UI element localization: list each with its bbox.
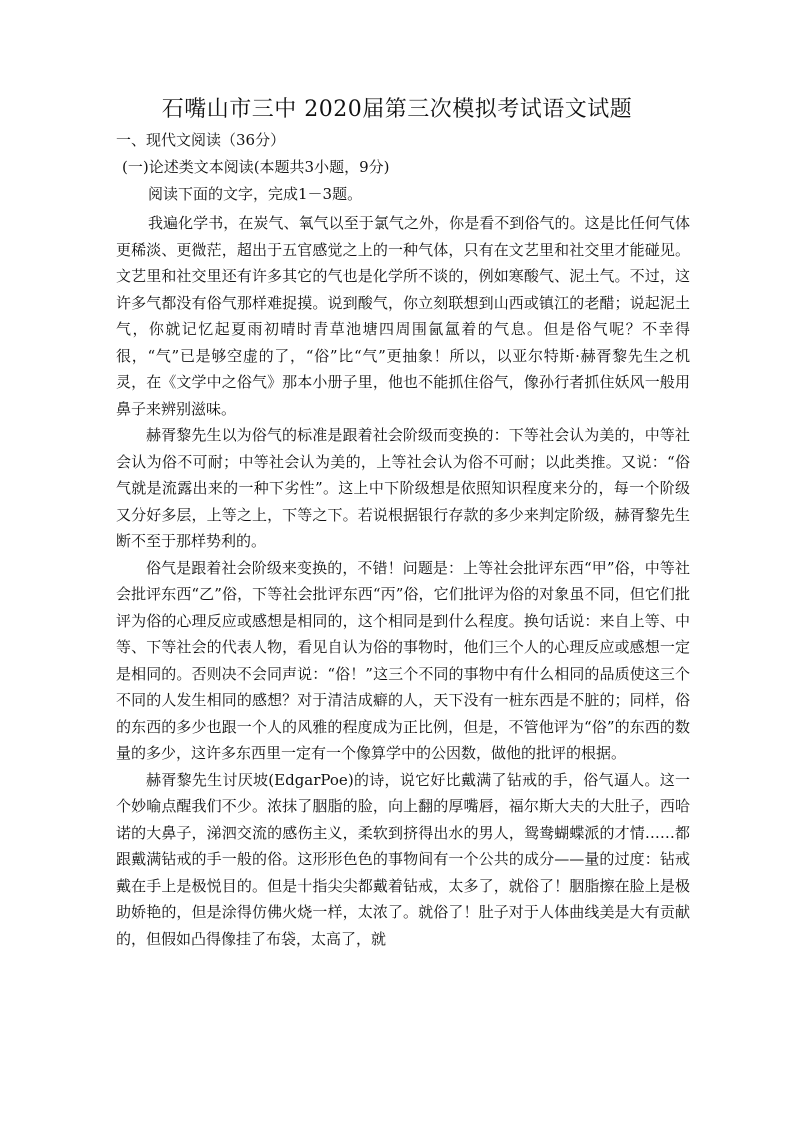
passage-paragraph: 我遍化学书，在炭气、氧气以至于氯气之外，你是看不到俗气的。这是比任何气体更稀淡、更微茫，超出于五官感觉之上的一种气体，只有在文艺里和社交里才能碰见。文艺里和社交里还有许多其它的气也是化学所不谈的，例如寒酸气、泥土气。不过，这许多气都没有俗气那样难捉摸。说到酸气，你立刻联想到山西或镇江的老醋；说起泥土气，你就记忆起夏雨初晴时青草池塘四周围氤氲着的气息。但是俗气呢？不幸得很，“气”已是够空虚的了，“俗”比“气”更抽象！所以，以亚尔特斯·赫胥黎先生之机灵，在《文学中之俗气》那本小册子里，他也不能抓住俗气，像孙行者抓住妖风一般用鼻子来辨别滋味。 [116,214,690,418]
passage-paragraph: 赫胥黎先生讨厌坡(EdgarPoe)的诗，说它好比戴满了钻戒的手，俗气逼人。这一个妙喻点醒我们不少。浓抹了胭脂的脸，向上翻的厚嘴唇，福尔斯大夫的大肚子，西哈诺的大鼻子，涕泗交流的感伤主义，柔软到挤得出水的男人，鸳鸯蝴蝶派的才情……都跟戴满钻戒的手一般的俗。这形形色色的事物间有一个公共的成分——量的过度：钻戒戴在手上是极悦目的。但是十指尖尖都戴着钻戒，太多了，就俗了！胭脂擦在脸上是极助娇艳的，但是涂得仿佛火烧一样，太浓了。就俗了！肚子对于人体曲线美是大有贡献的，但假如凸得像挂了布袋，太高了，就 [116,770,690,948]
passage-paragraph: 俗气是跟着社会阶级来变换的，不错！问题是：上等社会批评东西“甲”俗，中等社会批评东西“乙”俗，下等社会批评东西“丙”俗，它们批评为俗的对象虽不同，但它们批评为俗的心理反应或感想是相同的，这个相同是到什么程度。换句话说：来自上等、中等、下等社会的代表人物，看见自认为俗的事物时，他们三个人的心理反应或感想一定是相同的。否则决不会同声说：“俗！”这三个不同的事物中有什么相同的品质使这三个不同的人发生相同的感想？对于清洁成癖的人，天下没有一桩东西是不脏的；同样，俗的东西的多少也跟一个人的风雅的程度成为正比例，但是，不管他评为“俗”的东西的数量的多少，这许多东西里一定有一个像算学中的公因数，做他的批评的根据。 [116,558,690,762]
section-heading: 一、现代文阅读（36分） [116,131,286,149]
subsection-heading: (一)论述类文本阅读(本题共3小题，9分) [122,158,390,176]
passage-paragraph: 赫胥黎先生以为俗气的标准是跟着社会阶级而变换的：下等社会认为美的，中等社会认为俗不可耐；中等社会认为美的，上等社会认为俗不可耐；以此类推。又说：“俗气就是流露出来的一种下劣性”。这上中下阶级想是依照知识程度来分的，每一个阶级又分好多层，上等之上，下等之下。若说根据银行存款的多少来判定阶级，赫胥黎先生断不至于那样势利的。 [116,426,690,550]
reading-passage [116,210,690,952]
page-title: 石嘴山市三中 2020届第三次模拟考试语文试题 [161,97,633,122]
reading-instruction: 阅读下面的文字，完成1－3题。 [148,185,363,203]
